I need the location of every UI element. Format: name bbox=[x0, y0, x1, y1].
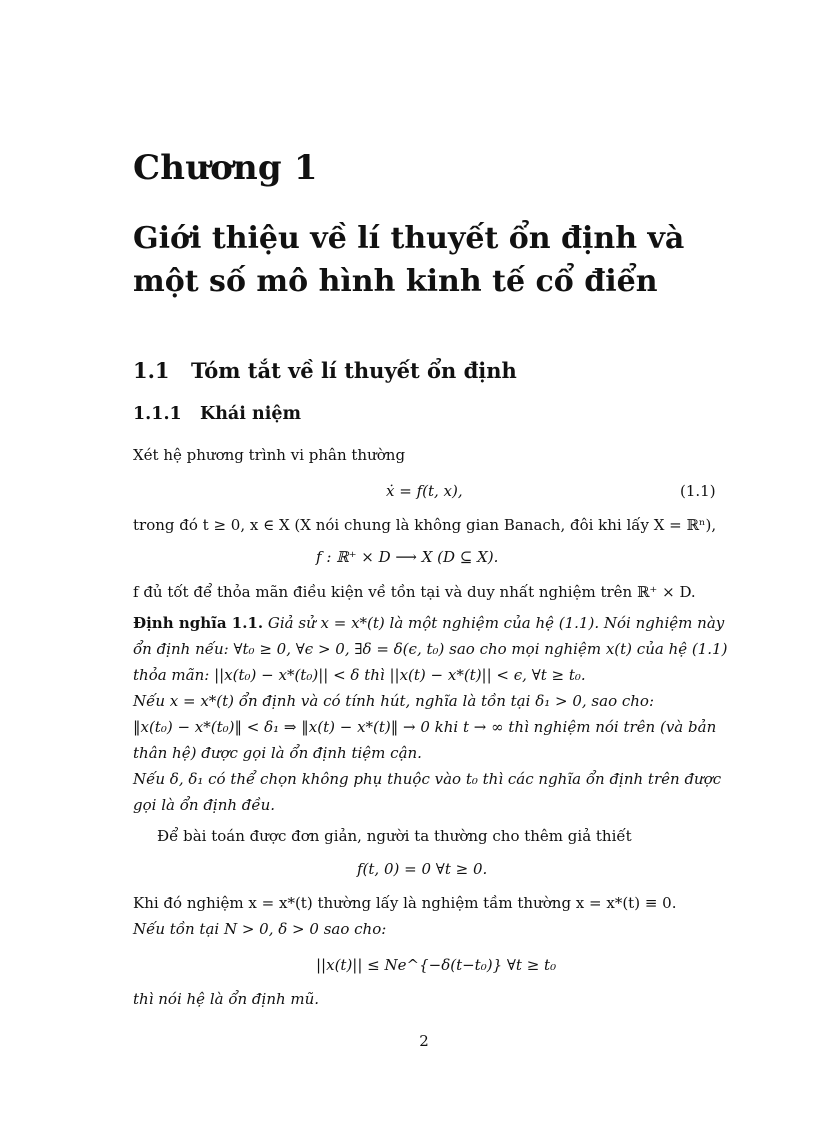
paragraph-exponential-stability: thì nói hệ là ổn định mũ. bbox=[133, 990, 320, 1008]
paragraph-where: trong đó t ≥ 0, x ∈ X (X nói chung là không gian Banach, đôi khi lấy X = ℝⁿ), bbox=[133, 516, 717, 534]
equation-3: f(t, 0) = 0 ∀t ≥ 0. bbox=[357, 860, 488, 878]
subsection-number: 1.1.1 bbox=[133, 404, 182, 424]
definition-line-7: Nếu δ, δ₁ có thể chọn không phụ thuộc vào t₀ thì các nghĩa ổn định trên được bbox=[133, 770, 722, 788]
equation-1-number: (1.1) bbox=[680, 482, 716, 500]
section-title: Tóm tắt về lí thuyết ổn định bbox=[191, 358, 517, 383]
subsection-title: Khái niệm bbox=[200, 404, 302, 424]
definition-line-8: gọi là ổn định đều. bbox=[133, 796, 276, 814]
equation-4: ||x(t)|| ≤ Ne^{−δ(t−t₀)} ∀t ≥ t₀ bbox=[316, 956, 557, 974]
paragraph-assumption: Để bài toán được đơn giản, người ta thường cho thêm giả thiết bbox=[157, 827, 632, 845]
page-number: 2 bbox=[419, 1032, 429, 1050]
definition-line-3: thỏa mãn: ||x(t₀) − x*(t₀)|| < δ thì ||x(t) − x*(t)|| < ϵ, ∀t ≥ t₀. bbox=[133, 666, 586, 684]
paragraph-existence: f đủ tốt để thỏa mãn điều kiện về tồn tại và duy nhất nghiệm trên ℝ⁺ × D. bbox=[133, 583, 696, 601]
definition-text-1: Giả sử x = x*(t) là một nghiệm của hệ (1.1). Nói nghiệm này bbox=[267, 614, 725, 632]
definition-line-4: Nếu x = x*(t) ổn định và có tính hút, nghĩa là tồn tại δ₁ > 0, sao cho: bbox=[133, 692, 655, 710]
definition-line-5: ‖x(t₀) − x*(t₀)‖ < δ₁ ⇒ ‖x(t) − x*(t)‖ → 0 khi t → ∞ thì nghiệm nói trên (và bản bbox=[133, 718, 717, 736]
equation-2: f : ℝ⁺ × D ⟶ X (D ⊆ X). bbox=[316, 548, 499, 566]
chapter-title-line-1: Giới thiệu về lí thuyết ổn định và bbox=[133, 221, 685, 256]
chapter-title-line-2: một số mô hình kinh tế cổ điển bbox=[133, 264, 658, 299]
definition-line-6: thân hệ) được gọi là ổn định tiệm cận. bbox=[133, 744, 422, 762]
equation-1: ẋ = f(t, x), bbox=[386, 482, 463, 500]
chapter-heading: Chương 1 bbox=[133, 148, 318, 188]
paragraph-intro: Xét hệ phương trình vi phân thường bbox=[133, 446, 406, 464]
section-number: 1.1 bbox=[133, 358, 170, 383]
definition-line-1 bbox=[133, 614, 724, 632]
paragraph-trivial-solution: Khi đó nghiệm x = x*(t) thường lấy là nghiệm tầm thường x = x*(t) ≡ 0. bbox=[133, 894, 677, 912]
definition-label: Định nghĩa 1.1. bbox=[133, 614, 264, 632]
paragraph-exponential-condition: Nếu tồn tại N > 0, δ > 0 sao cho: bbox=[133, 920, 387, 938]
definition-line-2: ổn định nếu: ∀t₀ ≥ 0, ∀ϵ > 0, ∃δ = δ(ϵ, t₀) sao cho mọi nghiệm x(t) của hệ (1.1) bbox=[133, 640, 728, 658]
